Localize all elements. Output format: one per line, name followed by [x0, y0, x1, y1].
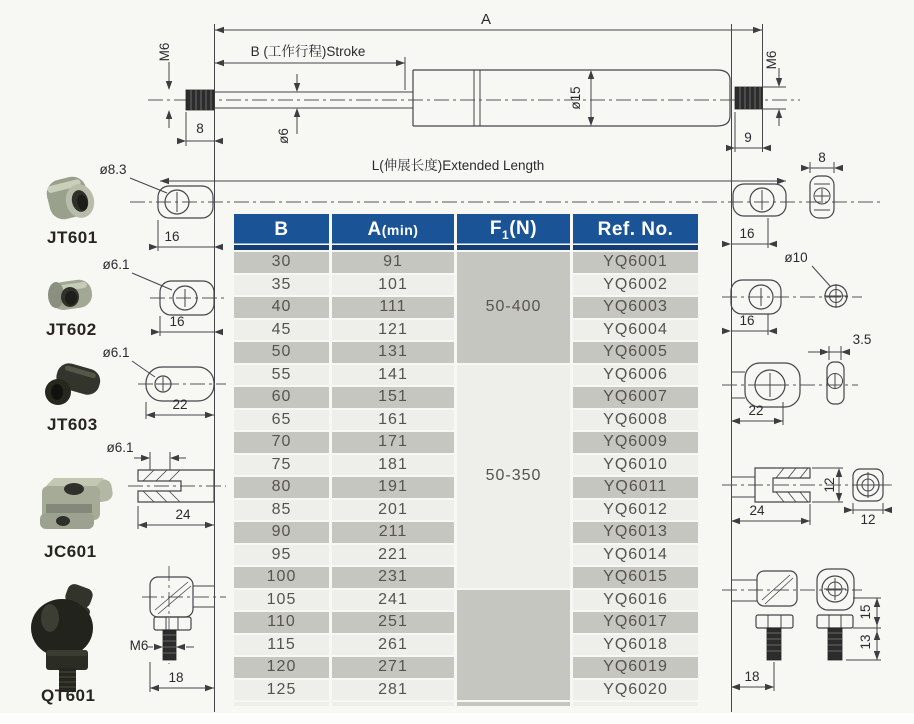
- b-value: [234, 702, 329, 706]
- ref-value: YQ6004: [573, 320, 698, 341]
- jt603-eye-diameter-label: ø6.1: [102, 345, 130, 360]
- f1-range: 50-400: [457, 252, 570, 363]
- b-value: 90: [234, 522, 329, 543]
- b-value: 65: [234, 410, 329, 431]
- spec-table: [231, 212, 701, 708]
- table-header-row: [234, 214, 698, 250]
- a-value: 211: [332, 522, 454, 543]
- right-fitting-3: [722, 332, 871, 425]
- jc601-label: JC601: [44, 542, 97, 561]
- a-value: 131: [332, 342, 454, 363]
- jt603-label: JT603: [47, 415, 98, 434]
- r2-outer-diameter-label: ø10: [784, 250, 808, 265]
- qt601-label: QT601: [41, 686, 96, 705]
- jc601-width-label: 24: [175, 507, 191, 522]
- r4-width-label: 24: [749, 503, 765, 518]
- ref-value: YQ6016: [573, 590, 698, 611]
- ref-value: YQ6017: [573, 612, 698, 633]
- ref-value: [573, 702, 698, 706]
- ref-value: YQ6001: [573, 252, 698, 273]
- header-a-min: A(min): [332, 214, 454, 250]
- b-value: 80: [234, 477, 329, 498]
- a-value: 251: [332, 612, 454, 633]
- ref-value: YQ6005: [573, 342, 698, 363]
- rod-diameter-label: ø6: [276, 128, 291, 144]
- a-value: 231: [332, 567, 454, 588]
- a-value: 281: [332, 680, 454, 701]
- a-value: 241: [332, 590, 454, 611]
- a-value: 191: [332, 477, 454, 498]
- b-value: 35: [234, 275, 329, 296]
- jt601-photo: [44, 174, 98, 222]
- ref-value: YQ6018: [573, 635, 698, 656]
- ref-value: YQ6003: [573, 297, 698, 318]
- jt602-eye-width-label: 16: [169, 314, 185, 329]
- dim-b-stroke-label: B (工作行程)Stroke: [250, 44, 366, 59]
- r5-upper-label: 15: [858, 604, 873, 620]
- jt601-dimensions: [99, 162, 223, 251]
- ref-value: YQ6009: [573, 432, 698, 453]
- b-value: 95: [234, 545, 329, 566]
- r4-height-label: 12: [822, 477, 837, 493]
- ref-value: YQ6014: [573, 545, 698, 566]
- qt601-drawing: [130, 566, 226, 692]
- f1-range: [457, 590, 570, 701]
- qt601-photo: [31, 582, 95, 692]
- ref-value: YQ6019: [573, 657, 698, 678]
- ref-value: YQ6007: [573, 387, 698, 408]
- ref-value: YQ6006: [573, 365, 698, 386]
- jt601-eye-width-label: 16: [164, 229, 180, 244]
- a-value: 151: [332, 387, 454, 408]
- b-value: 125: [234, 680, 329, 701]
- a-value: 121: [332, 320, 454, 341]
- qt601-thread-label: M6: [129, 638, 149, 653]
- header-f1n: $F_1(N)$: [457, 214, 570, 250]
- jt602-label: JT602: [46, 320, 97, 339]
- b-value: 40: [234, 297, 329, 318]
- table-row: [234, 252, 698, 273]
- b-value: 45: [234, 320, 329, 341]
- dim-8-label: 8: [196, 121, 204, 136]
- jt601-eye-diameter-label: ø8.3: [99, 162, 127, 177]
- jt603-eye-width-label: 22: [172, 397, 188, 412]
- b-value: 105: [234, 590, 329, 611]
- thread-left-label: M6: [157, 42, 172, 62]
- jt602-drawing: [102, 257, 226, 336]
- f1-range: [457, 702, 570, 706]
- b-value: 120: [234, 657, 329, 678]
- a-value: 101: [332, 275, 454, 296]
- right-fitting-5: [722, 569, 881, 691]
- a-value: 261: [332, 635, 454, 656]
- ref-value: YQ6008: [573, 410, 698, 431]
- thread-right-label: M6: [764, 50, 779, 70]
- r1-side-width-label: 8: [818, 150, 826, 165]
- tube-diameter-label: ø15: [568, 86, 583, 110]
- a-value: 141: [332, 365, 454, 386]
- a-value: 91: [332, 252, 454, 273]
- b-value: 85: [234, 500, 329, 521]
- a-value: 181: [332, 455, 454, 476]
- end-thread-right: [735, 87, 762, 109]
- ref-value: YQ6020: [573, 680, 698, 701]
- gas-spring-drawing: [148, 70, 800, 126]
- r4-side-width-label: 12: [860, 512, 876, 527]
- b-value: 110: [234, 612, 329, 633]
- right-fitting-4: [722, 468, 892, 527]
- b-value: 70: [234, 432, 329, 453]
- a-value: [332, 702, 454, 706]
- r5-width-label: 18: [744, 669, 760, 684]
- a-value: 161: [332, 410, 454, 431]
- ref-value: YQ6011: [573, 477, 698, 498]
- r3-eye-width-label: 22: [748, 403, 764, 418]
- b-value: 30: [234, 252, 329, 273]
- r3-side-width-label: 3.5: [852, 332, 872, 347]
- a-value: 111: [332, 297, 454, 318]
- ref-value: YQ6013: [573, 522, 698, 543]
- b-value: 50: [234, 342, 329, 363]
- right-fitting-2: [722, 250, 862, 335]
- dim-9-label: 9: [744, 130, 752, 145]
- jc601-photo: [40, 478, 114, 529]
- b-value: 100: [234, 567, 329, 588]
- r1-eye-width-label: 16: [739, 226, 755, 241]
- jt601-label: JT601: [47, 228, 98, 247]
- jc601-slot-diameter-label: ø6.1: [106, 440, 134, 455]
- b-value: 55: [234, 365, 329, 386]
- extended-length-label: L(伸展长度)Extended Length: [371, 158, 545, 173]
- jt602-photo: [48, 278, 94, 312]
- table-row-clipped: [234, 702, 698, 706]
- page-bottom-margin: [0, 713, 914, 724]
- a-value: 201: [332, 500, 454, 521]
- ref-value: YQ6012: [573, 500, 698, 521]
- header-b: B: [234, 214, 329, 250]
- jt603-drawing: [102, 345, 226, 419]
- jc601-drawing: [106, 440, 226, 529]
- header-ref-no: Ref. No.: [573, 214, 698, 250]
- b-value: 115: [234, 635, 329, 656]
- piston-rod-thread-left: [186, 90, 214, 110]
- right-fitting-1: [722, 150, 843, 248]
- a-value: 271: [332, 657, 454, 678]
- f1-range: 50-350: [457, 365, 570, 588]
- qt601-width-label: 18: [168, 670, 184, 685]
- ref-value: YQ6010: [573, 455, 698, 476]
- a-value: 171: [332, 432, 454, 453]
- dim-a-label: A: [480, 11, 492, 28]
- main-dimensions: [157, 11, 786, 184]
- b-value: 75: [234, 455, 329, 476]
- table-row: [234, 590, 698, 611]
- r5-lower-label: 13: [858, 634, 873, 650]
- ref-value: YQ6015: [573, 567, 698, 588]
- table-row: [234, 365, 698, 386]
- b-value: 60: [234, 387, 329, 408]
- a-value: 221: [332, 545, 454, 566]
- jt602-eye-diameter-label: ø6.1: [102, 257, 130, 272]
- r2-eye-width-label: 16: [739, 313, 755, 328]
- jt603-photo: [45, 360, 103, 405]
- ref-value: YQ6002: [573, 275, 698, 296]
